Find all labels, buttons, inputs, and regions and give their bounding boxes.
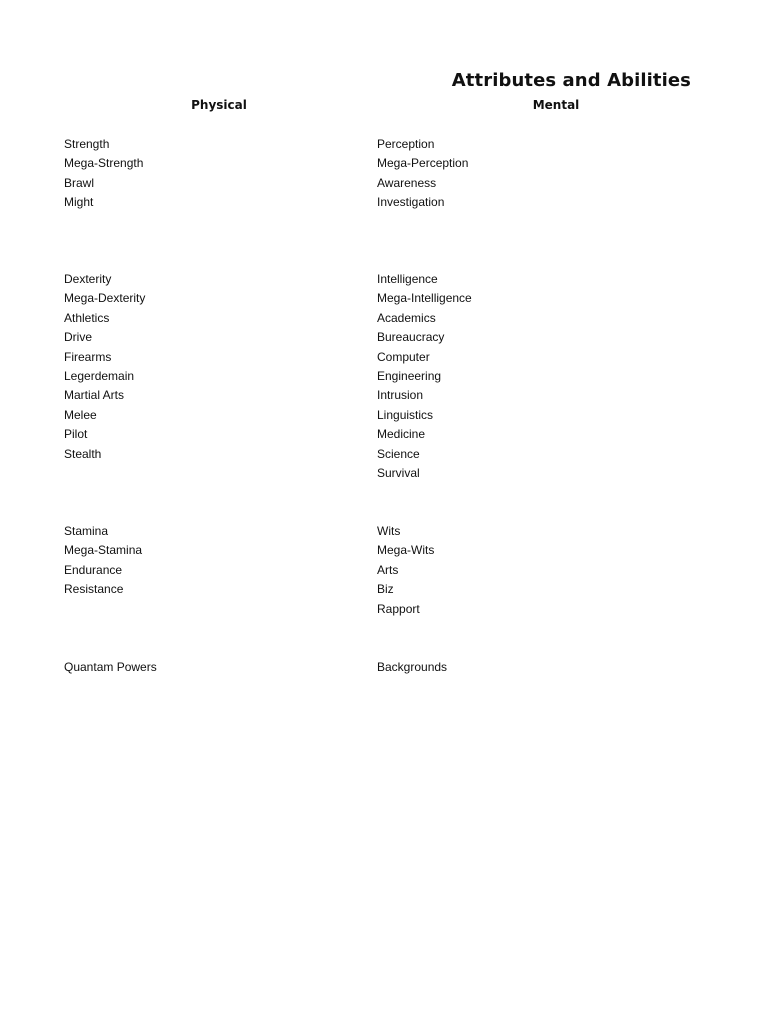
- list-item: Might: [64, 195, 94, 210]
- list-item: Rapport: [377, 601, 420, 616]
- list-item: Mega-Intelligence: [377, 291, 472, 306]
- physical-group-dexterity: [64, 270, 145, 464]
- list-item: Wits: [377, 524, 401, 538]
- list-item: Dexterity: [64, 272, 112, 286]
- physical-group-strength: [64, 135, 143, 213]
- list-item: Academics: [377, 310, 436, 325]
- list-item: Stamina: [64, 524, 109, 538]
- list-item: Awareness: [377, 175, 437, 190]
- list-item: Arts: [377, 562, 399, 577]
- list-item: Bureaucracy: [377, 330, 445, 345]
- list-item: Intelligence: [377, 272, 438, 286]
- list-item: Engineering: [377, 368, 442, 383]
- list-item: Mega-Dexterity: [64, 291, 146, 306]
- list-item: Quantam Powers: [64, 660, 157, 674]
- list-item: Strength: [64, 137, 110, 151]
- list-item: Survival: [377, 465, 420, 480]
- list-item: Athletics: [64, 310, 110, 325]
- list-item: Biz: [377, 582, 394, 597]
- list-item: Intrusion: [377, 388, 424, 403]
- list-item: Melee: [64, 407, 97, 422]
- physical-group-stamina: [64, 522, 142, 600]
- page-title: Attributes and Abilities: [451, 70, 691, 91]
- list-item: Backgrounds: [377, 660, 448, 674]
- physical-group-powers: [64, 658, 157, 677]
- mental-column-heading: Mental: [532, 98, 580, 112]
- list-item: Endurance: [64, 562, 123, 577]
- list-item: Medicine: [377, 427, 426, 442]
- physical-column-heading: Physical: [191, 98, 247, 112]
- list-item: Investigation: [377, 195, 445, 210]
- list-item: Pilot: [64, 427, 88, 442]
- list-item: Martial Arts: [64, 388, 125, 403]
- list-item: Resistance: [64, 582, 124, 597]
- list-item: Perception: [377, 137, 435, 151]
- list-item: Science: [377, 446, 420, 461]
- list-item: Linguistics: [377, 407, 434, 422]
- mental-group-perception: [377, 135, 468, 213]
- list-item: Drive: [64, 330, 93, 345]
- list-item: Brawl: [64, 175, 95, 190]
- mental-group-intelligence: [377, 270, 472, 483]
- mental-group-wits: [377, 522, 434, 619]
- list-item: Computer: [377, 349, 430, 364]
- list-item: Mega-Stamina: [64, 543, 143, 558]
- list-item: Mega-Perception: [377, 156, 469, 171]
- list-item: Legerdemain: [64, 368, 135, 383]
- mental-group-backgrounds: [377, 658, 447, 677]
- list-item: Mega-Strength: [64, 156, 144, 171]
- list-item: Stealth: [64, 446, 102, 461]
- list-item: Mega-Wits: [377, 543, 435, 558]
- list-item: Firearms: [64, 349, 112, 364]
